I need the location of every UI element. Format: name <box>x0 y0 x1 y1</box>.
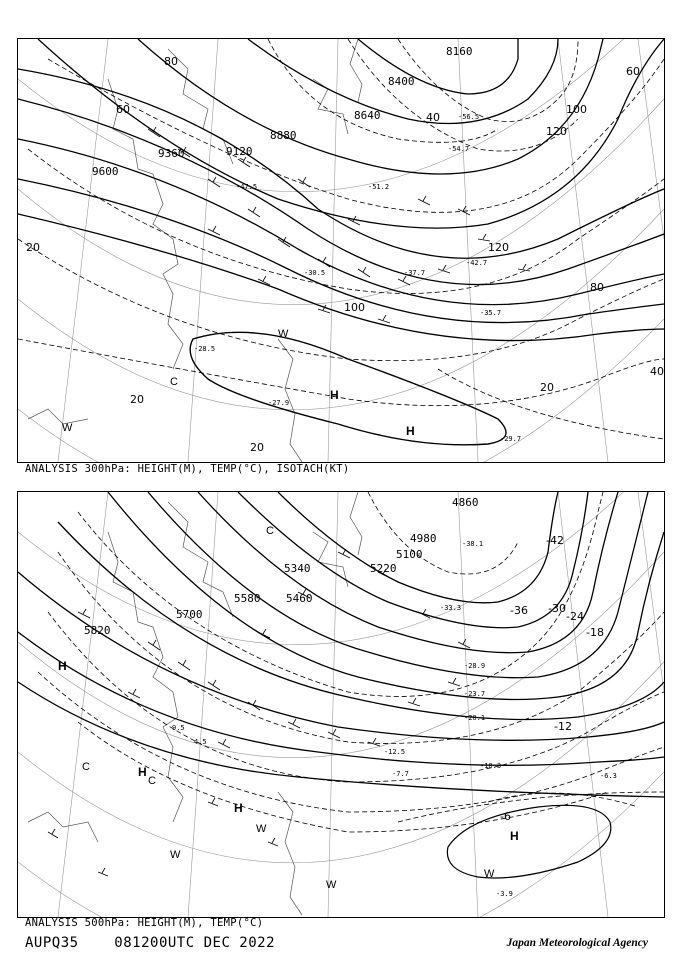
temp-label: -28.5 <box>194 345 216 353</box>
station-value: -33.3 <box>440 604 462 612</box>
high-center-marker: H <box>234 801 243 815</box>
cold-center-marker: C <box>148 775 156 787</box>
height-label: 9600 <box>92 165 119 178</box>
height-label: 5100 <box>396 548 423 561</box>
warm-center-marker: W <box>256 823 267 835</box>
cold-center-marker: C <box>266 525 274 537</box>
station-value: -6.3 <box>600 772 617 780</box>
pressure-centers <box>330 388 415 438</box>
temp-label: -35.7 <box>480 309 502 317</box>
map-300hpa <box>18 39 664 462</box>
isotach-label: 60 <box>116 103 130 116</box>
station-value: -20.1 <box>464 714 486 722</box>
pressure-centers <box>58 659 519 843</box>
height-label: 4860 <box>452 496 479 509</box>
isotach-label: 20 <box>130 393 144 406</box>
height-label: 5700 <box>176 608 203 621</box>
product-id: AUPQ35 <box>25 935 79 951</box>
height-labels <box>84 496 479 637</box>
isotherm-label: -18 <box>586 626 604 639</box>
temp-label: -27.9 <box>268 399 290 407</box>
height-label: 8880 <box>270 129 297 142</box>
height-contours <box>18 492 664 797</box>
temp-label: -42.7 <box>466 259 488 267</box>
height-label: 5340 <box>284 562 311 575</box>
coastlines <box>28 39 362 462</box>
cold-center-marker: C <box>170 376 178 388</box>
pressure-centers-minor <box>62 328 289 434</box>
height-label: 8640 <box>354 109 381 122</box>
station-value: -38.1 <box>462 540 484 548</box>
isotherm-label: -12 <box>554 720 572 733</box>
station-value: 9.5 <box>172 724 185 732</box>
temp-label: -56.5 <box>458 113 480 121</box>
station-value: -10.3 <box>480 762 502 770</box>
height-label: 9120 <box>226 145 253 158</box>
map-500hpa <box>18 492 664 917</box>
temp-contour-labels <box>500 534 604 823</box>
height-label: 4980 <box>410 532 437 545</box>
station-value: -7.7 <box>392 770 409 778</box>
high-center-marker: H <box>58 659 67 673</box>
caption-500hpa: ANALYSIS 500hPa: HEIGHT(M), TEMP(°C) <box>25 917 264 929</box>
high-center-marker: H <box>510 829 519 843</box>
station-value: -12.5 <box>384 748 406 756</box>
high-pressure-contour <box>190 332 506 445</box>
temp-label: -29.7 <box>500 435 522 443</box>
high-center-marker: H <box>330 388 339 402</box>
isotach-label: 40 <box>426 111 440 124</box>
warm-center-marker: W <box>484 868 495 880</box>
height-label: 5460 <box>286 592 313 605</box>
cold-center-marker: C <box>82 761 90 773</box>
isotach-label: 20 <box>250 441 264 454</box>
isotach-labels <box>26 55 664 454</box>
warm-center-marker: W <box>170 849 181 861</box>
isotach-label: 80 <box>590 281 604 294</box>
station-value: -3.9 <box>496 890 513 898</box>
isotach-label: 80 <box>164 55 178 68</box>
isotherm-label: -36 <box>510 604 528 617</box>
isotach-label: 120 <box>488 241 509 254</box>
warm-center-marker: W <box>326 879 337 891</box>
caption-300hpa: ANALYSIS 300hPa: HEIGHT(M), TEMP(°C), ISOTACH(KT) <box>25 463 350 475</box>
temp-label: -51.2 <box>368 183 390 191</box>
isotach-label: 40 <box>650 365 664 378</box>
coastlines <box>28 492 362 915</box>
isotach-label: 100 <box>344 301 365 314</box>
height-label: 5580 <box>234 592 261 605</box>
chart-500hpa <box>17 491 665 918</box>
station-value: -23.7 <box>464 690 486 698</box>
isotach-label: 20 <box>540 381 554 394</box>
temp-label: -30.5 <box>304 269 326 277</box>
temp-label: -37.7 <box>404 269 426 277</box>
graticule <box>18 492 664 917</box>
isotach-label: 60 <box>626 65 640 78</box>
high-center-marker: H <box>406 424 415 438</box>
agency-name: Japan Meteorological Agency <box>506 937 648 949</box>
height-label: 8160 <box>446 45 473 58</box>
isotherms <box>38 492 664 832</box>
height-contours <box>18 39 664 341</box>
isotherm-label: -24 <box>566 610 584 623</box>
height-label: 8400 <box>388 75 415 88</box>
valid-time: 081200UTC DEC 2022 <box>114 935 276 951</box>
isotach-label: 20 <box>26 241 40 254</box>
isotherm-label: -30 <box>548 602 566 615</box>
isotach-label: 100 <box>566 103 587 116</box>
isotach-label: 120 <box>546 125 567 138</box>
height-label: 9360 <box>158 147 185 160</box>
high-center-marker: H <box>138 765 147 779</box>
height-label: 5220 <box>370 562 397 575</box>
station-value: -28.9 <box>464 662 486 670</box>
product-header <box>25 935 275 951</box>
height-label: 5820 <box>84 624 111 637</box>
temp-label: -47.5 <box>236 183 258 191</box>
chart-300hpa <box>17 38 665 463</box>
high-pressure-contour <box>447 805 610 878</box>
station-value: 4.5 <box>194 738 207 746</box>
pressure-centers-minor <box>82 525 495 891</box>
isotherm-label: -42 <box>546 534 564 547</box>
temp-label: -54.7 <box>448 145 470 153</box>
warm-center-marker: W <box>278 328 289 340</box>
isotherm-label: -6 <box>500 810 511 823</box>
height-labels <box>92 45 473 178</box>
warm-center-marker: W <box>62 422 73 434</box>
